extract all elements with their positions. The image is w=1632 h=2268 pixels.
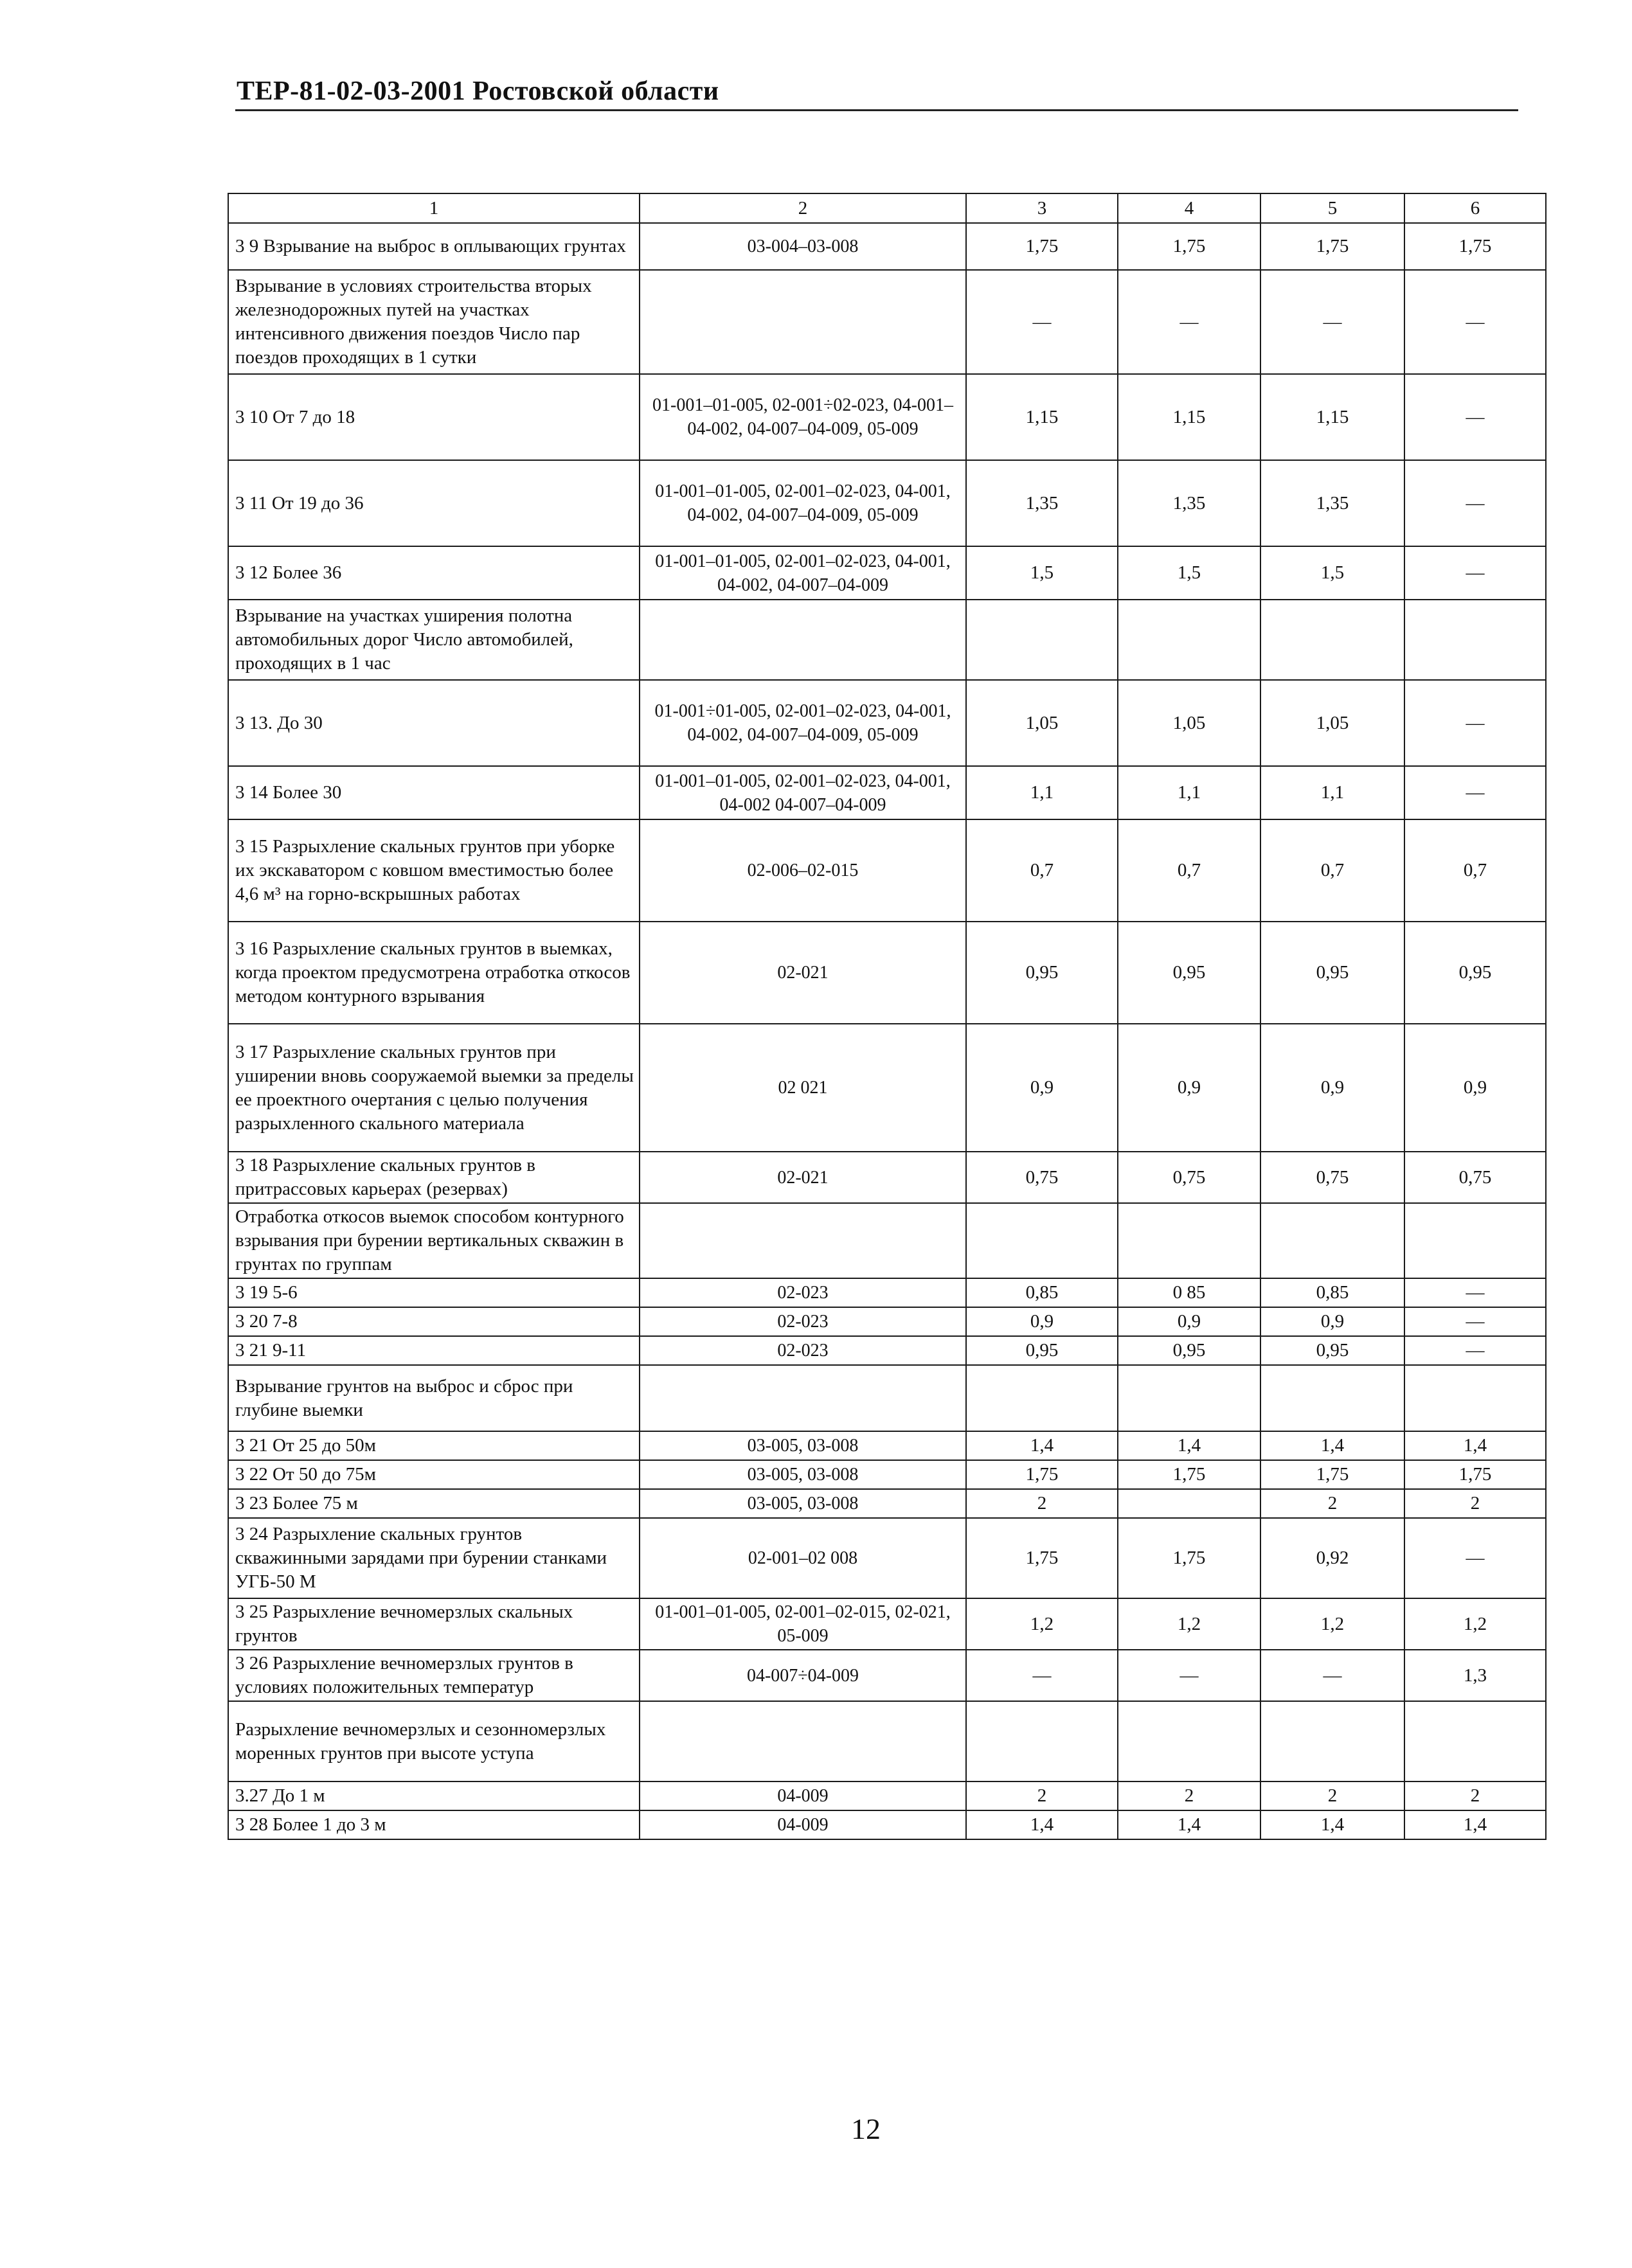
- row-value-cell: [1118, 1365, 1260, 1431]
- row-value-cell: 0,9: [1118, 1024, 1260, 1152]
- column-header: 6: [1404, 193, 1546, 223]
- table-row: [228, 460, 1546, 546]
- table-row: [228, 1278, 1546, 1307]
- row-code-cell: [640, 1701, 966, 1781]
- row-value-cell: 1,15: [1260, 374, 1404, 460]
- table-row: [228, 1810, 1546, 1839]
- row-value-cell: 1,5: [966, 546, 1118, 600]
- row-value-cell: —: [1404, 1518, 1546, 1598]
- column-header: 3: [966, 193, 1118, 223]
- row-value-cell: 0,85: [966, 1278, 1118, 1307]
- row-value-cell: [1404, 1701, 1546, 1781]
- row-code-cell: 01-001–01-005, 02-001–02-023, 04-001, 04-002, 04-007–04-009: [640, 546, 966, 600]
- row-value-cell: [1260, 1701, 1404, 1781]
- row-value-cell: 1,75: [1118, 1518, 1260, 1598]
- row-value-cell: 1,05: [1118, 680, 1260, 766]
- row-name-cell: Взрывание на участках уширения полотна автомобильных дорог Число автомобилей, проходящих в 1 час: [228, 600, 640, 680]
- row-code-cell: 02-021: [640, 922, 966, 1024]
- row-code-cell: 03-005, 03-008: [640, 1460, 966, 1489]
- row-value-cell: 0,75: [1260, 1152, 1404, 1203]
- row-value-cell: —: [1404, 680, 1546, 766]
- row-code-cell: [640, 270, 966, 374]
- row-name-cell: 3 23 Более 75 м: [228, 1489, 640, 1518]
- row-name-cell: Разрыхление вечномерзлых и сезонномерзлых моренных грунтов при высоте уступа: [228, 1701, 640, 1781]
- row-value-cell: 0,95: [1118, 922, 1260, 1024]
- row-value-cell: [1118, 1489, 1260, 1518]
- row-name-cell: 3 14 Более 30: [228, 766, 640, 819]
- row-code-cell: 04-009: [640, 1810, 966, 1839]
- row-code-cell: 02-006–02-015: [640, 819, 966, 922]
- row-code-cell: 04-007÷04-009: [640, 1650, 966, 1701]
- row-value-cell: 1,75: [1404, 1460, 1546, 1489]
- row-value-cell: —: [1118, 1650, 1260, 1701]
- row-value-cell: 1,4: [1260, 1431, 1404, 1460]
- row-value-cell: 1,35: [1260, 460, 1404, 546]
- row-value-cell: [1118, 600, 1260, 680]
- row-value-cell: 1,75: [1260, 1460, 1404, 1489]
- column-header: 1: [228, 193, 640, 223]
- row-code-cell: 04-009: [640, 1781, 966, 1810]
- row-value-cell: 1,4: [1404, 1431, 1546, 1460]
- row-name-cell: 3.27 До 1 м: [228, 1781, 640, 1810]
- row-name-cell: 3 18 Разрыхление скальных грунтов в притрассовых карьерах (резервах): [228, 1152, 640, 1203]
- row-value-cell: 0,95: [1260, 1336, 1404, 1365]
- row-value-cell: 0,95: [1404, 922, 1546, 1024]
- row-name-cell: 3 19 5-6: [228, 1278, 640, 1307]
- table-row: [228, 1024, 1546, 1152]
- row-value-cell: 1,4: [1404, 1810, 1546, 1839]
- row-value-cell: 0,7: [1260, 819, 1404, 922]
- row-value-cell: 0,9: [1260, 1024, 1404, 1152]
- row-name-cell: 3 15 Разрыхление скальных грунтов при уборке их экскаватором с ковшом вместимостью более 4,6 м³ на горно-вскрышных работах: [228, 819, 640, 922]
- row-value-cell: 1,15: [966, 374, 1118, 460]
- table-row: [228, 223, 1546, 270]
- row-value-cell: 1,4: [966, 1810, 1118, 1839]
- row-value-cell: 1,2: [1118, 1598, 1260, 1650]
- row-code-cell: 03-005, 03-008: [640, 1431, 966, 1460]
- row-value-cell: 0,85: [1260, 1278, 1404, 1307]
- table-row: [228, 1203, 1546, 1278]
- row-value-cell: 1,35: [1118, 460, 1260, 546]
- table-row: [228, 1489, 1546, 1518]
- row-code-cell: 01-001–01-005, 02-001–02-015, 02-021, 05-009: [640, 1598, 966, 1650]
- row-value-cell: 1,75: [966, 1460, 1118, 1489]
- row-value-cell: 1,2: [1404, 1598, 1546, 1650]
- row-value-cell: —: [1260, 1650, 1404, 1701]
- table-row: [228, 819, 1546, 922]
- row-value-cell: [966, 600, 1118, 680]
- row-value-cell: 0,9: [1118, 1307, 1260, 1336]
- row-value-cell: 1,15: [1118, 374, 1260, 460]
- table-row: [228, 1701, 1546, 1781]
- row-code-cell: 02 021: [640, 1024, 966, 1152]
- row-value-cell: [1404, 1203, 1546, 1278]
- row-value-cell: 0,9: [966, 1024, 1118, 1152]
- row-value-cell: 0,92: [1260, 1518, 1404, 1598]
- row-value-cell: —: [1404, 1336, 1546, 1365]
- row-name-cell: 3 9 Взрывание на выброс в оплывающих грунтах: [228, 223, 640, 270]
- row-value-cell: —: [966, 1650, 1118, 1701]
- row-code-cell: 01-001÷01-005, 02-001–02-023, 04-001, 04-002, 04-007–04-009, 05-009: [640, 680, 966, 766]
- row-value-cell: 0,9: [1404, 1024, 1546, 1152]
- row-value-cell: 2: [1404, 1781, 1546, 1810]
- row-value-cell: 0,75: [1118, 1152, 1260, 1203]
- row-code-cell: 01-001–01-005, 02-001÷02-023, 04-001–04-002, 04-007–04-009, 05-009: [640, 374, 966, 460]
- coefficients-table: [228, 193, 1547, 1840]
- row-value-cell: 1,05: [1260, 680, 1404, 766]
- row-value-cell: 1,75: [966, 1518, 1118, 1598]
- row-name-cell: Взрывание в условиях строительства вторых железнодорожных путей на участках интенсивного движения поездов Число пар поездов проходящих в 1 сутки: [228, 270, 640, 374]
- table-row: [228, 270, 1546, 374]
- row-name-cell: 3 22 От 50 до 75м: [228, 1460, 640, 1489]
- table-row: [228, 1365, 1546, 1431]
- row-value-cell: [1404, 1365, 1546, 1431]
- row-value-cell: [1260, 1203, 1404, 1278]
- row-value-cell: 1,5: [1260, 546, 1404, 600]
- row-value-cell: 2: [1260, 1781, 1404, 1810]
- row-code-cell: 02-001–02 008: [640, 1518, 966, 1598]
- row-value-cell: 0,95: [966, 922, 1118, 1024]
- table-row: [228, 1336, 1546, 1365]
- row-name-cell: Отработка откосов выемок способом контурного взрывания при бурении вертикальных скважин в грунтах по группам: [228, 1203, 640, 1278]
- row-value-cell: [966, 1701, 1118, 1781]
- row-code-cell: 02-023: [640, 1336, 966, 1365]
- row-value-cell: 2: [1118, 1781, 1260, 1810]
- document-header: ТЕР-81-02-03-2001 Ростовской области: [237, 76, 719, 106]
- row-name-cell: 3 21 9-11: [228, 1336, 640, 1365]
- row-value-cell: —: [1118, 270, 1260, 374]
- table-row: [228, 1650, 1546, 1701]
- row-name-cell: 3 25 Разрыхление вечномерзлых скальных грунтов: [228, 1598, 640, 1650]
- row-name-cell: 3 10 От 7 до 18: [228, 374, 640, 460]
- row-value-cell: 0,75: [966, 1152, 1118, 1203]
- row-code-cell: 01-001–01-005, 02-001–02-023, 04-001, 04-002, 04-007–04-009, 05-009: [640, 460, 966, 546]
- row-name-cell: 3 13. До 30: [228, 680, 640, 766]
- row-value-cell: 0,95: [1118, 1336, 1260, 1365]
- row-code-cell: 03-005, 03-008: [640, 1489, 966, 1518]
- row-value-cell: 2: [966, 1781, 1118, 1810]
- row-name-cell: Взрывание грунтов на выброс и сброс при глубине выемки: [228, 1365, 640, 1431]
- row-value-cell: [1118, 1203, 1260, 1278]
- row-name-cell: 3 11 От 19 до 36: [228, 460, 640, 546]
- row-value-cell: 0,95: [1260, 922, 1404, 1024]
- table-header-row: [228, 193, 1546, 223]
- row-value-cell: 0,7: [966, 819, 1118, 922]
- table-row: [228, 600, 1546, 680]
- row-value-cell: 1,1: [1118, 766, 1260, 819]
- row-value-cell: 2: [966, 1489, 1118, 1518]
- row-value-cell: 1,4: [1260, 1810, 1404, 1839]
- header-rule: [235, 109, 1518, 111]
- row-name-cell: 3 12 Более 36: [228, 546, 640, 600]
- row-code-cell: [640, 1203, 966, 1278]
- row-value-cell: —: [1260, 270, 1404, 374]
- row-name-cell: 3 17 Разрыхление скальных грунтов при уширении вновь сооружаемой выемки за пределы ее проектного очертания с целью получения разрыхленного скального материала: [228, 1024, 640, 1152]
- column-header: 2: [640, 193, 966, 223]
- row-value-cell: —: [1404, 270, 1546, 374]
- row-name-cell: 3 21 От 25 до 50м: [228, 1431, 640, 1460]
- row-value-cell: [1404, 600, 1546, 680]
- row-value-cell: 0,95: [966, 1336, 1118, 1365]
- row-value-cell: 0,9: [1260, 1307, 1404, 1336]
- row-value-cell: 1,1: [1260, 766, 1404, 819]
- row-value-cell: 0,7: [1404, 819, 1546, 922]
- row-value-cell: —: [1404, 374, 1546, 460]
- table-row: [228, 680, 1546, 766]
- row-value-cell: 1,1: [966, 766, 1118, 819]
- row-value-cell: 0,7: [1118, 819, 1260, 922]
- column-header: 4: [1118, 193, 1260, 223]
- row-name-cell: 3 26 Разрыхление вечномерзлых грунтов в условиях положительных температур: [228, 1650, 640, 1701]
- row-value-cell: —: [1404, 1278, 1546, 1307]
- table-row: [228, 1152, 1546, 1203]
- table-row: [228, 1518, 1546, 1598]
- row-code-cell: [640, 600, 966, 680]
- row-value-cell: 1,75: [1118, 1460, 1260, 1489]
- row-value-cell: [966, 1365, 1118, 1431]
- table-row: [228, 1781, 1546, 1810]
- row-value-cell: 1,3: [1404, 1650, 1546, 1701]
- row-code-cell: 02-023: [640, 1278, 966, 1307]
- row-value-cell: 1,4: [1118, 1810, 1260, 1839]
- row-name-cell: 3 16 Разрыхление скальных грунтов в выемках, когда проектом предусмотрена отработка откосов методом контурного взрывания: [228, 922, 640, 1024]
- row-value-cell: 1,2: [966, 1598, 1118, 1650]
- table-row: [228, 766, 1546, 819]
- row-value-cell: [966, 1203, 1118, 1278]
- row-value-cell: —: [1404, 460, 1546, 546]
- row-value-cell: 1,75: [1404, 223, 1546, 270]
- page-number: 12: [851, 2112, 881, 2145]
- row-value-cell: 1,5: [1118, 546, 1260, 600]
- row-value-cell: 2: [1404, 1489, 1546, 1518]
- row-value-cell: [1260, 1365, 1404, 1431]
- row-value-cell: 1,75: [1260, 223, 1404, 270]
- row-value-cell: —: [1404, 546, 1546, 600]
- row-code-cell: 02-021: [640, 1152, 966, 1203]
- row-value-cell: —: [1404, 1307, 1546, 1336]
- row-code-cell: [640, 1365, 966, 1431]
- row-value-cell: 1,2: [1260, 1598, 1404, 1650]
- row-value-cell: 1,35: [966, 460, 1118, 546]
- table-row: [228, 1598, 1546, 1650]
- row-code-cell: 02-023: [640, 1307, 966, 1336]
- row-value-cell: 1,75: [1118, 223, 1260, 270]
- table-row: [228, 1307, 1546, 1336]
- row-value-cell: —: [1404, 766, 1546, 819]
- table-row: [228, 922, 1546, 1024]
- row-value-cell: 2: [1260, 1489, 1404, 1518]
- row-value-cell: —: [966, 270, 1118, 374]
- table-row: [228, 546, 1546, 600]
- row-value-cell: [1260, 600, 1404, 680]
- row-value-cell: 1,05: [966, 680, 1118, 766]
- row-code-cell: 03-004–03-008: [640, 223, 966, 270]
- table-row: [228, 1460, 1546, 1489]
- column-header: 5: [1260, 193, 1404, 223]
- row-value-cell: 1,4: [966, 1431, 1118, 1460]
- table-row: [228, 374, 1546, 460]
- row-value-cell: 0,75: [1404, 1152, 1546, 1203]
- row-code-cell: 01-001–01-005, 02-001–02-023, 04-001, 04-002 04-007–04-009: [640, 766, 966, 819]
- row-name-cell: 3 20 7-8: [228, 1307, 640, 1336]
- row-name-cell: 3 28 Более 1 до 3 м: [228, 1810, 640, 1839]
- row-value-cell: 0 85: [1118, 1278, 1260, 1307]
- row-value-cell: [1118, 1701, 1260, 1781]
- table-row: [228, 1431, 1546, 1460]
- row-value-cell: 1,75: [966, 223, 1118, 270]
- row-value-cell: 1,4: [1118, 1431, 1260, 1460]
- row-name-cell: 3 24 Разрыхление скальных грунтов скважинными зарядами при бурении станками УГБ-50 М: [228, 1518, 640, 1598]
- row-value-cell: 0,9: [966, 1307, 1118, 1336]
